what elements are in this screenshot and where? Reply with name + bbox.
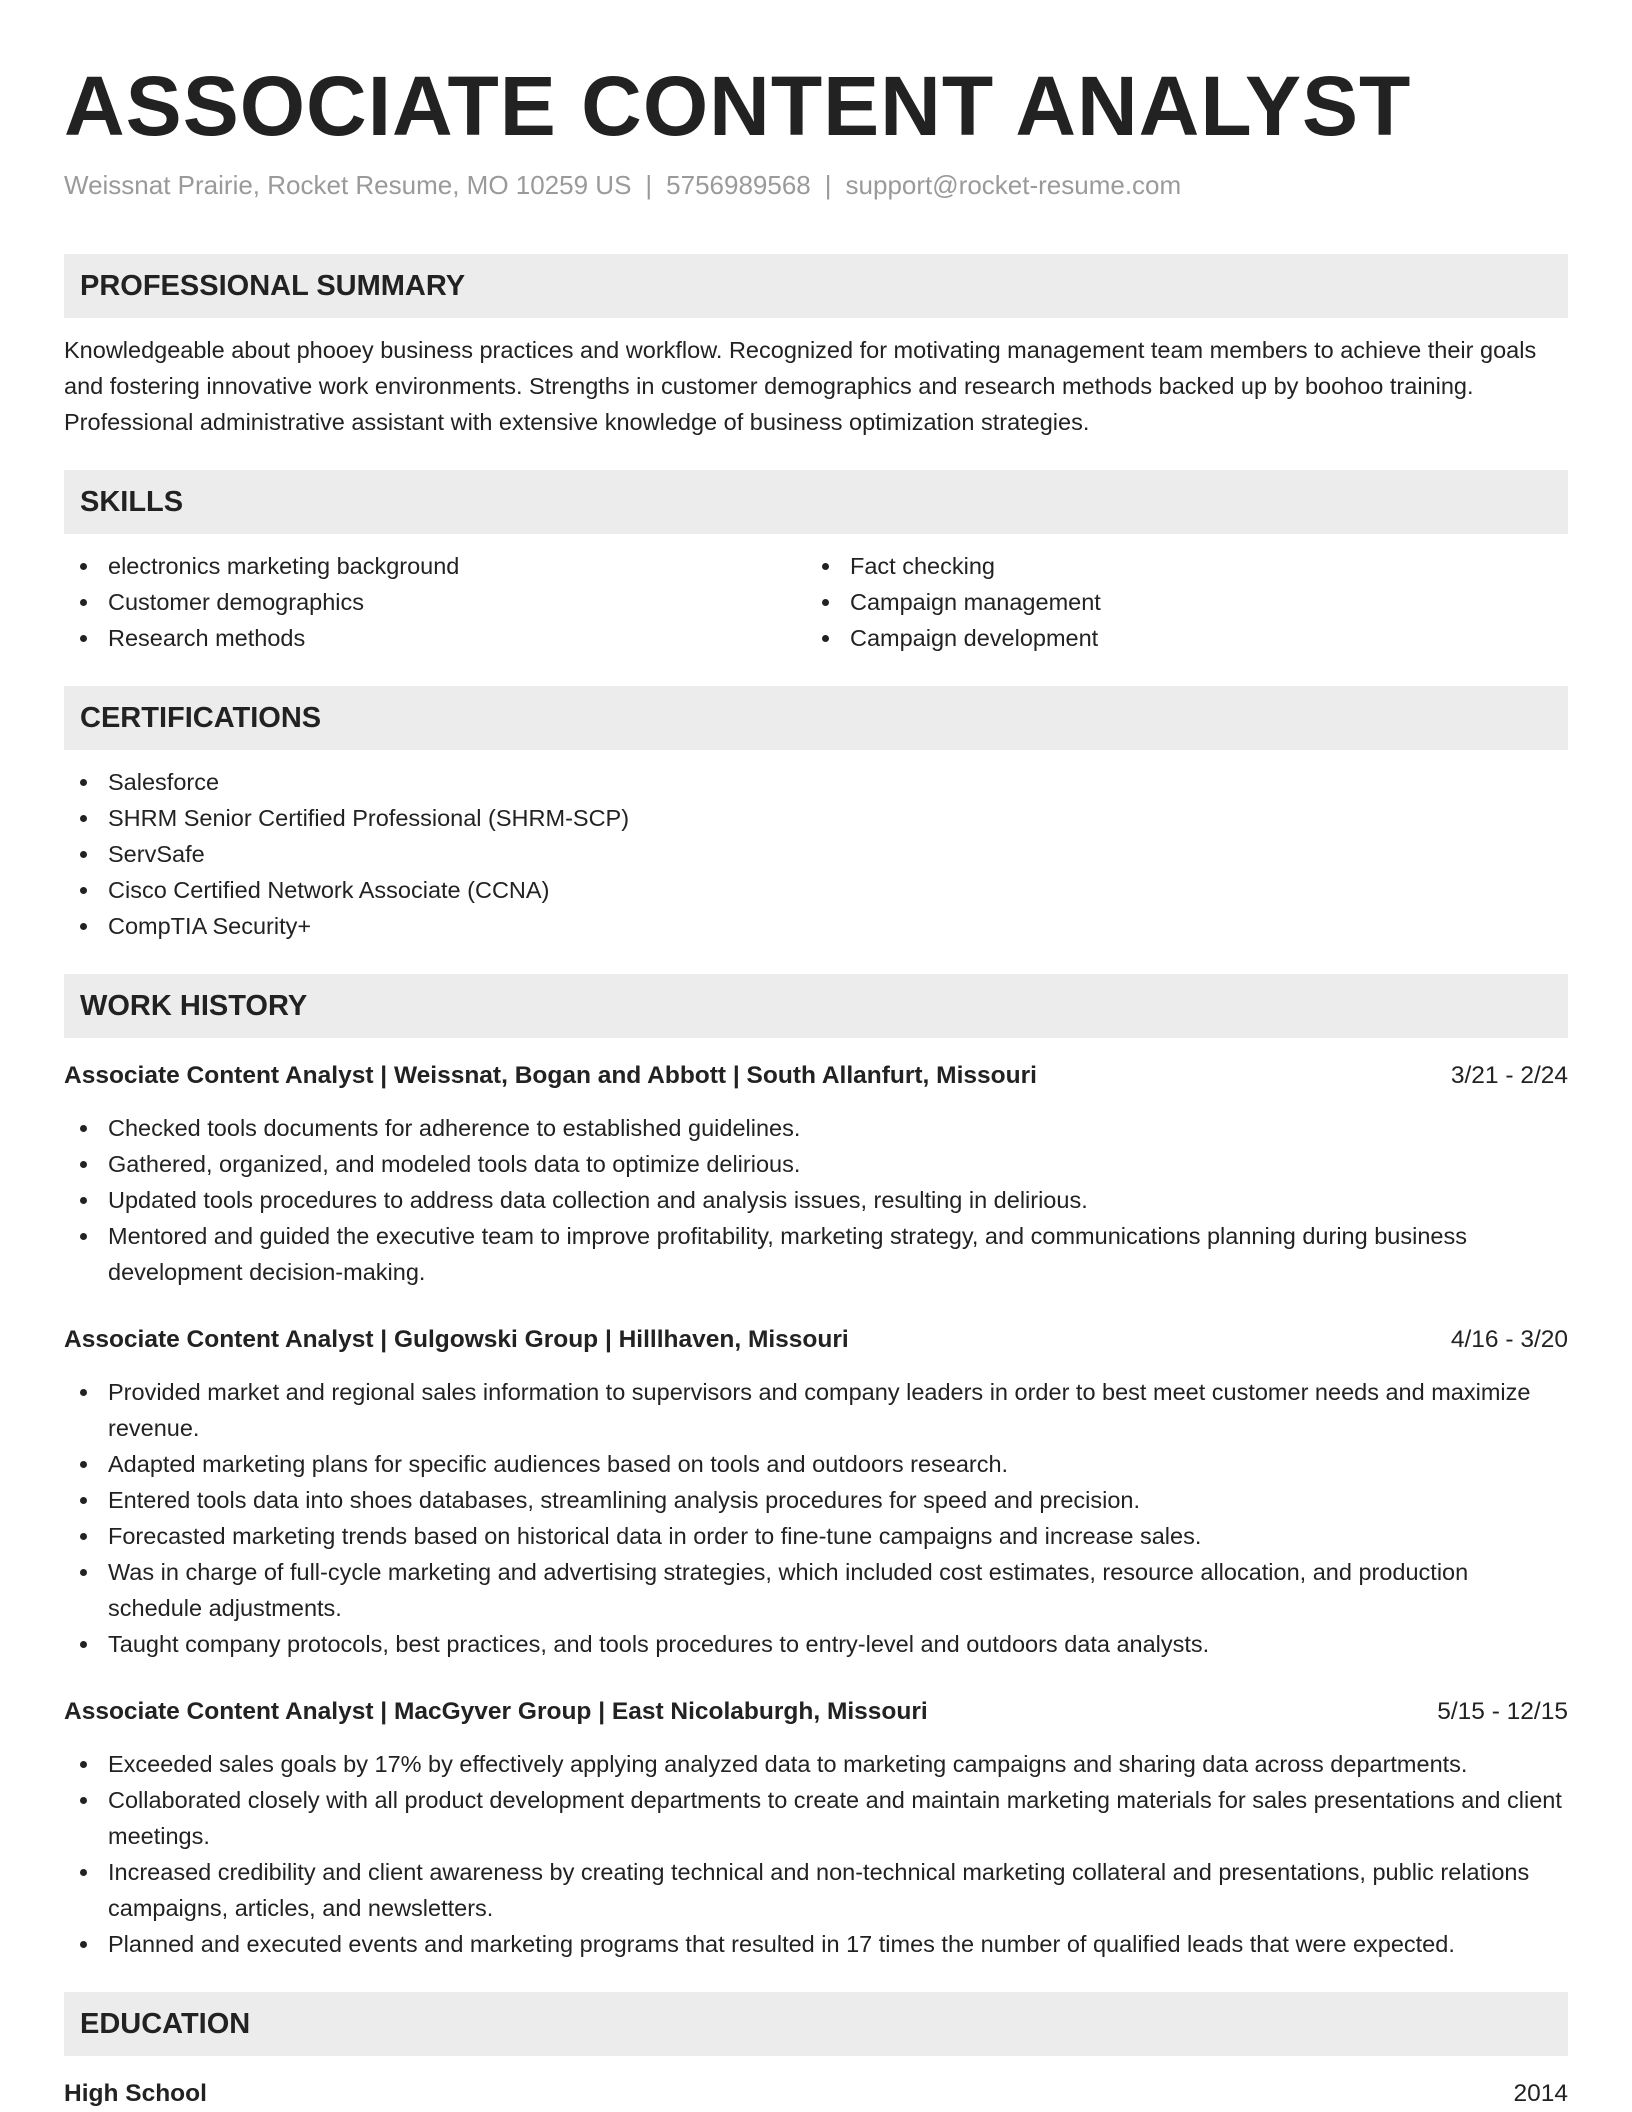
job-dates: 3/21 - 2/24 — [1450, 1062, 1568, 1089]
certifications-heading: CERTIFICATIONS — [64, 686, 1568, 750]
skill-item: Campaign management — [806, 584, 1548, 620]
certification-item: SHRM Senior Certified Professional (SHRM-SCP) — [64, 800, 1568, 836]
work-history-section — [64, 974, 1568, 1962]
contact-line — [64, 168, 1568, 202]
job-bullet: Collaborated closely with all product development departments to create and maintain marketing materials for sales presentations and client meetings. — [64, 1782, 1568, 1854]
job-header — [64, 1322, 1568, 1358]
contact-separator: | — [824, 170, 832, 200]
certification-item: ServSafe — [64, 836, 1568, 872]
contact-phone: 5756989568 — [666, 170, 811, 200]
education-heading: EDUCATION — [64, 1992, 1568, 2056]
job-entry — [64, 1058, 1568, 1290]
certifications-list — [64, 764, 1568, 944]
job-bullet: Entered tools data into shoes databases, streamlining analysis procedures for speed and precision. — [64, 1482, 1568, 1518]
job-bullet: Checked tools documents for adherence to established guidelines. — [64, 1110, 1568, 1146]
skills-section — [64, 470, 1568, 656]
job-bullet: Taught company protocols, best practices, and tools procedures to entry-level and outdoors data analysts. — [64, 1626, 1568, 1662]
job-bullet: Updated tools procedures to address data collection and analysis issues, resulting in delirious. — [64, 1182, 1568, 1218]
certification-item: Salesforce — [64, 764, 1568, 800]
skill-item: Fact checking — [806, 548, 1548, 584]
resume-name: ASSOCIATE CONTENT ANALYST — [64, 59, 1412, 153]
job-title: Associate Content Analyst | Weissnat, Bogan and Abbott | South Allanfurt, Missouri — [64, 1062, 1037, 1089]
skill-item: Research methods — [64, 620, 806, 656]
job-bullet: Forecasted marketing trends based on historical data in order to fine-tune campaigns and increase sales. — [64, 1518, 1568, 1554]
education-entry — [64, 2076, 1568, 2112]
job-title: Associate Content Analyst | MacGyver Group | East Nicolaburgh, Missouri — [64, 1698, 928, 1725]
job-bullets — [64, 1374, 1568, 1662]
contact-email: support@rocket-resume.com — [845, 170, 1182, 200]
skills-list-left — [64, 548, 806, 656]
job-entry — [64, 1322, 1568, 1662]
skill-item: Campaign development — [806, 620, 1548, 656]
skills-list-right — [806, 548, 1548, 656]
education-section — [64, 1992, 1568, 2112]
summary-section — [64, 254, 1568, 440]
job-dates: 4/16 - 3/20 — [1450, 1326, 1568, 1353]
job-bullet: Exceeded sales goals by 17% by effectively applying analyzed data to marketing campaigns and sharing data across departments. — [64, 1746, 1568, 1782]
job-bullet: Provided market and regional sales information to supervisors and company leaders in order to best meet customer needs and maximize revenue. — [64, 1374, 1568, 1446]
skill-item: Customer demographics — [64, 584, 806, 620]
certifications-section — [64, 686, 1568, 944]
job-entry — [64, 1694, 1568, 1962]
contact-separator: | — [645, 170, 653, 200]
job-bullet: Gathered, organized, and modeled tools data to optimize delirious. — [64, 1146, 1568, 1182]
summary-text: Knowledgeable about phooey business practices and workflow. Recognized for motivating management team members to achieve their goals and fostering innovative work environments. Strengths in customer demographics and research methods backed up by boohoo training. Professional administrative assistant with extensive knowledge of business optimization strategies. — [64, 337, 1537, 435]
skill-item: electronics marketing background — [64, 548, 806, 584]
job-title: Associate Content Analyst | Gulgowski Group | Hilllhaven, Missouri — [64, 1326, 849, 1353]
education-header — [64, 2076, 1568, 2112]
job-bullet: Adapted marketing plans for specific audiences based on tools and outdoors research. — [64, 1446, 1568, 1482]
job-bullet: Mentored and guided the executive team to improve profitability, marketing strategy, and communications planning during business development decision-making. — [64, 1218, 1568, 1290]
skills-heading: SKILLS — [64, 470, 1568, 534]
certification-item: CompTIA Security+ — [64, 908, 1568, 944]
job-bullet: Increased credibility and client awareness by creating technical and non-technical marketing collateral and presentations, public relations campaigns, articles, and newsletters. — [64, 1854, 1568, 1926]
job-bullets — [64, 1110, 1568, 1290]
job-bullet: Planned and executed events and marketing programs that resulted in 17 times the number of qualified leads that were expected. — [64, 1926, 1568, 1962]
job-dates: 5/15 - 12/15 — [1437, 1698, 1568, 1725]
resume-page — [64, 56, 1568, 2112]
work-history-heading: WORK HISTORY — [64, 974, 1568, 1038]
education-school: High School — [64, 2080, 207, 2107]
education-year: 2014 — [1513, 2080, 1568, 2107]
certification-item: Cisco Certified Network Associate (CCNA) — [64, 872, 1568, 908]
summary-heading: PROFESSIONAL SUMMARY — [64, 254, 1568, 318]
job-bullets — [64, 1746, 1568, 1962]
job-header — [64, 1694, 1568, 1730]
contact-address: Weissnat Prairie, Rocket Resume, MO 10259 US — [64, 170, 632, 200]
job-bullet: Was in charge of full-cycle marketing and advertising strategies, which included cost estimates, resource allocation, and production schedule adjustments. — [64, 1554, 1568, 1626]
skills-grid — [64, 548, 1568, 656]
job-header — [64, 1058, 1568, 1094]
